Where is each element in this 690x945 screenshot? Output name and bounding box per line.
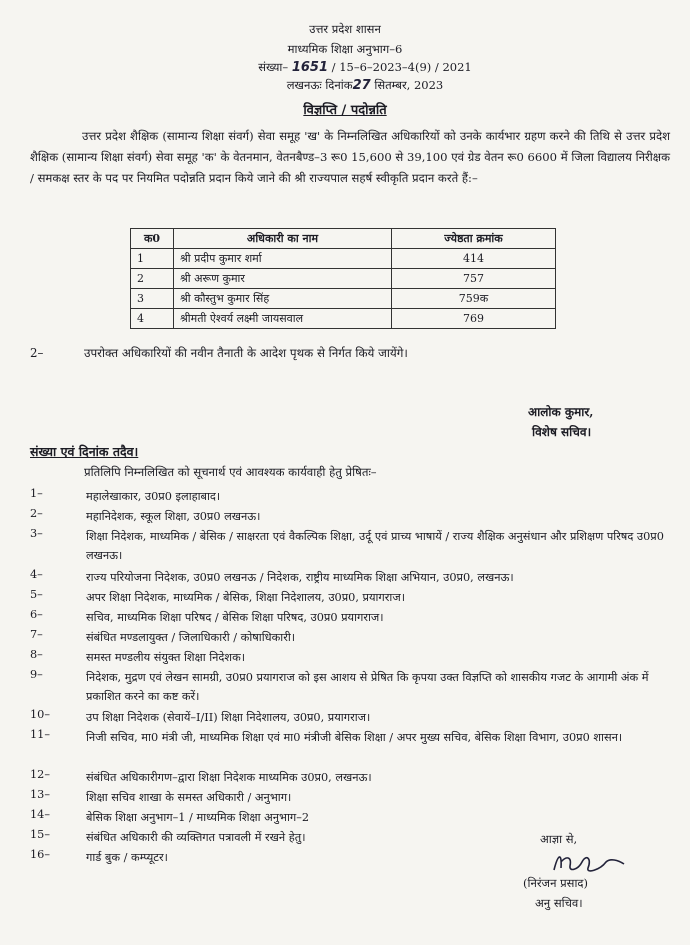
paragraph-2-text: उपरोक्त अधिकारियों की नवीन तैनाती के आदेश पृथक से निर्गत किये जायेंगे। — [84, 346, 408, 360]
document-title: विज्ञप्ति / पदोन्नति — [303, 103, 387, 118]
header-section: माध्यमिक शिक्षा अनुभाग–6 — [287, 42, 403, 56]
cell-sn: 2 — [131, 269, 174, 289]
header-name: अधिकारी का नाम — [174, 229, 392, 249]
handwritten-date: 27 — [352, 78, 371, 93]
signatory-name: आलोक कुमार, — [528, 405, 594, 419]
header-sn: क0 — [131, 229, 174, 249]
paragraph-main: उत्तर प्रदेश शैक्षिक (सामान्य शिक्षा संवर्ग) सेवा समूह 'ख' के निम्नलिखित अधिकारियों को उनके कार्यभार ग्रहण करने की तिथि से उत्तर प्रदेश शैक्षिक (सामान्य शिक्षा संवर्ग) सेवा समूह 'क' के वेतनमान, वेतनबैण्ड–3 रू0 15,600 से 39,100 एवं ग्रेड वेतन रू0 6600 में जिला विद्यालय निरीक्षक / समकक्ष स्तर के पद पर नियमित पदोन्नति प्रदान किये जाने की श्री राज्यपाल सहर्ष स्वीकृति प्रदान करते हैं:– — [30, 129, 670, 185]
cell-name: श्री कौस्तुभ कुमार सिंह — [174, 289, 392, 309]
cell-name: श्री अरूण कुमार — [174, 269, 392, 289]
table-row — [131, 269, 556, 289]
copy-to-intro: प्रतिलिपि निम्नलिखित को सूचनार्थ एवं आवश्यक कार्यवाही हेतु प्रेषितः– — [84, 465, 377, 479]
signatory-2-designation: अनु सचिव। — [535, 896, 583, 910]
header-government: उत्तर प्रदेश शासन — [309, 22, 381, 36]
document-page: उत्तर प्रदेश शासन माध्यमिक शिक्षा अनुभाग–6 संख्या– 1651 / 15–6–2023–4(9) / 2021 लखनऊः दिनांक27 सितम्बर, 2023 विज्ञप्ति / पदोन्नति उत्तर प्रदेश शैक्षिक (सामान्य शिक्षा संवर्ग) सेवा समूह 'ख' के निम्नलिखित अधिकारियों को उनके कार्यभार ग्रहण करने की तिथि से उत्तर प्रदेश शैक्षिक (सामान्य शिक्षा संवर्ग) सेवा समूह 'क' के वेतनमान, वेतनबैण्ड–3 रू0 15,600 से 39,100 एवं ग्रेड वेतन रू0 6600 में जिला विद्यालय निरीक्षक / समकक्ष स्तर के पद पर नियमित पदोन्नति प्रदान किये जाने की श्री राज्यपाल सहर्ष स्वीकृति प्रदान करते हैं:– क0 अधिकारी का नाम ज्येष्ठता क्रमांक 1 श्री प्रदीप कुमार शर्मा 414 2 श्री अरूण कुमार 757 3 श्री कौस्तुभ कुमार सिंह 759क 4 श्रीमती ऐश्वर्य लक्ष्मी जायसवाल 769 2– उपरोक्त अधिकारियों की नवीन तैनाती के आदेश पृथक से निर्गत किये जायेंगे। आलोक कुमार, विशेष सचिव। संख्या एवं दिनांक तदैव। प्रतिलिपि निम्नलिखित को सूचनार्थ एवं आवश्यक कार्यवाही हेतु प्रेषितः– 1– महालेखाकार, उ0प्र0 इलाहाबाद। 2– महानिदेशक, स्कूल शिक्षा, उ0प्र0 लखनऊ। 3– शिक्षा निदेशक, माध्यमिक / बेसिक / साक्षरता एवं वैकल्पिक शिक्षा, उर्दू एवं प्राच्य भाषायें / राज्य शैक्षिक अनुसंधान और प्रशिक्षण परिषद उ0प्र0 लखनऊ। 4– राज्य परियोजना निदेशक, उ0प्र0 लखनऊ / निदेशक, राष्ट्रीय माध्यमिक शिक्षा अभियान, उ0प्र0, लखनऊ। 5– अपर शिक्षा निदेशक, माध्यमिक / बेसिक, शिक्षा निदेशालय, उ0प्र0, प्रयागराज। 6– सचिव, माध्यमिक शिक्षा परिषद / बेसिक शिक्षा परिषद, उ0प्र0 प्रयागराज। 7– संबंधित मण्डलायुक्त / जिलाधिकारी / कोषाधिकारी। 8– समस्त मण्डलीय संयुक्त शिक्षा निदेशक। 9– निदेशक, मुद्रण एवं लेखन सामग्री, उ0प्र0 प्रयागराज को इस आशय से प्रेषित कि कृपया उक्त विज्ञप्ति को शासकीय गजट के आगामी अंक में प्रकाशित करने का कष्ट करें। 10– उप शिक्षा निदेशक (सेवायें–I/II) शिक्षा निदेशालय, उ0प्र0, प्रयागराज। 11– निजी सचिव, मा0 मंत्री जी, माध्यमिक शिक्षा एवं मा0 मंत्रीजी बेसिक शिक्षा / अपर मुख्य सचिव, बेसिक शिक्षा विभाग, उ0प्र0 शासन। 12– संबंधित अधिकारीगण–द्वारा शिक्षा निदेशक माध्यमिक उ0प्र0, लखनऊ। 13– शिक्षा सचिव शाखा के समस्त अधिकारी / अनुभाग। 14– बेसिक शिक्षा अनुभाग–1 / माध्यमिक शिक्षा अनुभाग–2 15– संबंधित अधिकारी की व्यक्तिगत पत्रावली में रखने हेतु। 16– गार्ड बुक / कम्प्यूटर। आज्ञा से, (निरंजन प्रसाद) अनु सचिव। — [0, 0, 690, 945]
cell-sn: 1 — [131, 249, 174, 269]
handwritten-number: 1651 — [291, 60, 329, 75]
signatory-2-name: (निरंजन प्रसाद) — [523, 876, 589, 890]
officers-table — [130, 228, 556, 329]
reference-heading: संख्या एवं दिनांक तदैव। — [30, 444, 139, 459]
table-row — [131, 249, 556, 269]
cell-seniority: 759क — [392, 289, 556, 309]
table-row — [131, 289, 556, 309]
table-row — [131, 309, 556, 329]
header-number: संख्या– 1651 / 15–6–2023–4(9) / 2021 — [258, 60, 472, 75]
cell-seniority: 757 — [392, 269, 556, 289]
by-order-text: आज्ञा से, — [540, 832, 578, 846]
paragraph-2 — [30, 345, 670, 361]
signatory-designation: विशेष सचिव। — [532, 425, 592, 439]
cell-sn: 3 — [131, 289, 174, 309]
cell-sn: 4 — [131, 309, 174, 329]
header-seniority: ज्येष्ठता क्रमांक — [392, 229, 556, 249]
table-header-row — [131, 229, 556, 249]
cell-seniority: 414 — [392, 249, 556, 269]
paragraph-2-number: 2– — [30, 346, 44, 360]
cell-seniority: 769 — [392, 309, 556, 329]
cell-name: श्री प्रदीप कुमार शर्मा — [174, 249, 392, 269]
header-date: लखनऊः दिनांक27 सितम्बर, 2023 — [286, 78, 444, 93]
cell-name: श्रीमती ऐश्वर्य लक्ष्मी जायसवाल — [174, 309, 392, 329]
